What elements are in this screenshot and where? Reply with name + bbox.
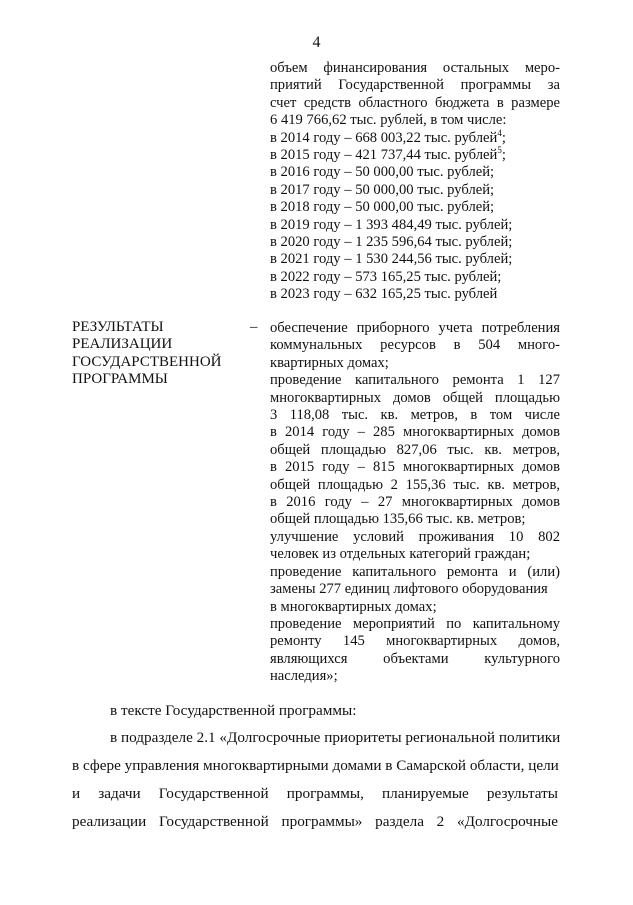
financing-year-line [270,164,560,181]
results-line: ремонту 145 многоквартирных домов, [270,633,560,650]
financing-year-line [270,127,560,147]
financing-year-text: в 2015 году – 421 737,44 тыс. рублей [270,147,498,164]
results-line: многоквартирных домов общей площадью [270,389,560,406]
results-block [270,320,560,686]
footnote-marker: 5 [497,145,502,156]
financing-line: приятий Государственной программы за [270,77,560,94]
results-line: обеспечение приборного учета потребления [270,320,560,336]
results-line: проведение капитального ремонта и (или) [270,563,560,580]
body-paragraph-subsection [72,724,561,836]
financing-year-text: в 2020 году – 1 235 596,64 тыс. рублей; [270,234,513,251]
results-line: общей площадью 135,66 тыс. кв. метров; [270,511,526,528]
financing-year-text: в 2017 году – 50 000,00 тыс. рублей; [270,181,495,198]
financing-line: счет средств областного бюджета в размере [270,94,560,111]
results-line: проведение капитального ремонта 1 127 [270,372,560,389]
financing-line: объем финансирования остальных меро- [270,60,560,76]
results-line: улучшение условий проживания 10 802 [270,528,560,545]
financing-year-text: в 2023 году – 632 165,25 тыс. рублей [270,286,498,303]
financing-year-line [270,217,560,234]
financing-line: 6 419 766,62 тыс. рублей, в том числе: [270,112,507,129]
results-line: в многоквартирных домах; [270,598,437,615]
results-line: в 2016 году – 27 многоквартирных домов [270,494,560,511]
results-line: в 2014 году – 285 многоквартирных домов [270,424,560,441]
financing-year-line [270,182,560,199]
results-line: человек из отдельных категорий граждан; [270,546,531,563]
financing-year-line [270,286,560,303]
financing-year-line [270,251,560,268]
body-line: реализации Государственной программы» раздела 2 «Долгосрочные [72,813,558,830]
results-heading-line: ГОСУДАРСТВЕННОЙ [72,353,222,370]
financing-year-text: в 2014 году – 668 003,22 тыс. рублей [270,129,498,146]
financing-year-line [270,234,560,251]
financing-year-text: в 2019 году – 1 393 484,49 тыс. рублей; [270,216,513,233]
body-line: и задачи Государственной программы, планируемые результаты [72,785,558,802]
financing-years-list [270,127,560,304]
results-line: в 2015 году – 815 многоквартирных домов [270,459,560,476]
results-dash: – [250,319,258,335]
financing-year-line [270,269,560,286]
footnote-marker: 4 [497,127,502,138]
financing-year-end: ; [501,147,506,164]
financing-year-line [270,147,560,164]
results-line: коммунальных ресурсов в 504 много- [270,337,560,354]
page-number: 4 [312,34,321,51]
financing-block [270,60,560,304]
financing-year-text: в 2018 году – 50 000,00 тыс. рублей; [270,199,495,216]
financing-year-text: в 2022 году – 573 165,25 тыс. рублей; [270,268,502,285]
body-line: в сфере управления многоквартирными домами в Самарской области, цели [72,757,559,774]
results-heading [72,319,242,389]
results-line: замены 277 единиц лифтового оборудования [270,581,548,598]
financing-year-text: в 2016 году – 50 000,00 тыс. рублей; [270,164,495,181]
financing-year-line [270,199,560,216]
financing-year-text: в 2021 году – 1 530 244,56 тыс. рублей; [270,251,513,268]
results-heading-line: ПРОГРАММЫ [72,371,168,388]
body-paragraph-intro: в тексте Государственной программы: [110,702,357,719]
financing-year-end: ; [501,129,506,146]
results-line: 3 118,08 тыс. кв. метров, в том числе [270,407,560,424]
results-heading-line: РЕЗУЛЬТАТЫ [72,319,164,335]
results-line: проведение мероприятий по капитальному [270,615,560,632]
results-line: общей площадью 827,06 тыс. кв. метров, [270,441,560,458]
results-line: квартирных домах; [270,354,389,371]
results-heading-line: РЕАЛИЗАЦИИ [72,336,173,353]
body-line: в подразделе 2.1 «Долгосрочные приоритеты региональной политики [110,729,561,746]
results-line: общей площадью 2 155,36 тыс. кв. метров, [270,476,560,493]
results-line: наследия»; [270,668,338,685]
results-line: являющихся объектами культурного [270,650,560,667]
